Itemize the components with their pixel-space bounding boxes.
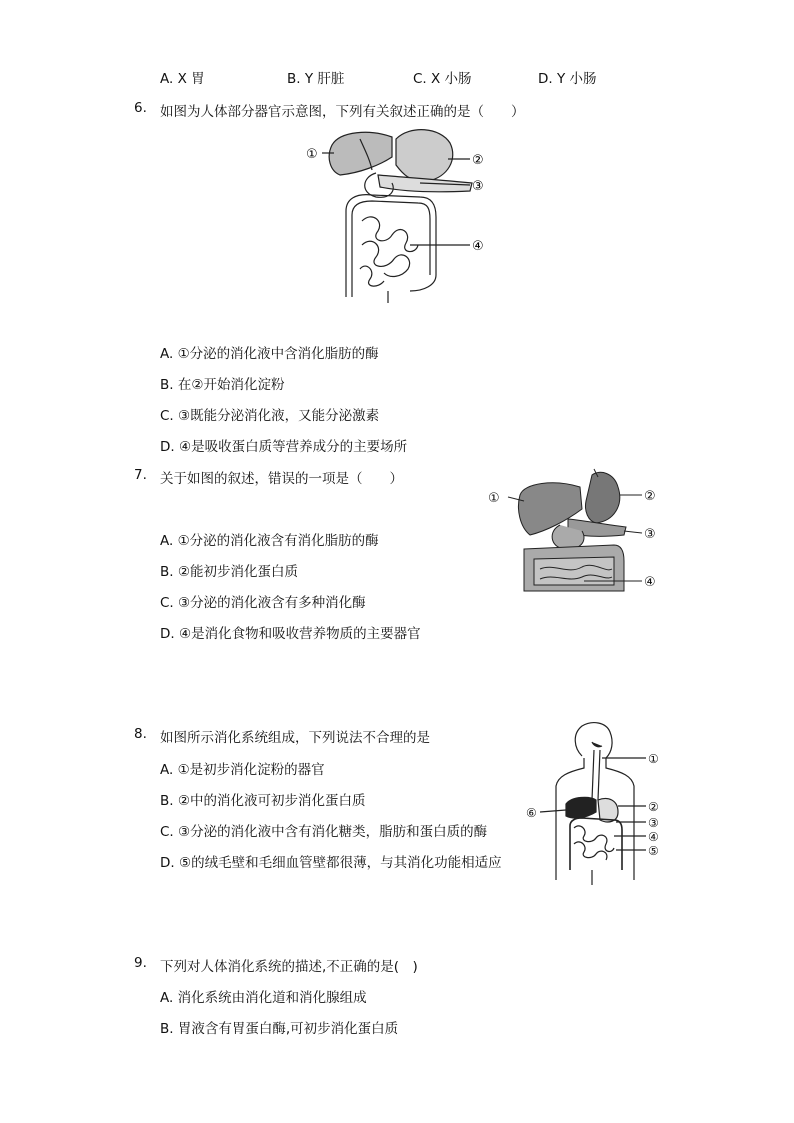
digestive-organs-figure-q6	[300, 125, 500, 303]
figure-label-2: ②	[648, 800, 659, 814]
q8-option-c[interactable]: C. ③分泌的消化液中含有消化糖类，脂肪和蛋白质的酶	[160, 824, 488, 840]
figure-label-5: ⑤	[648, 844, 659, 858]
figure-label-2: ②	[644, 489, 656, 504]
question-stem: 如图为人体部分器官示意图，下列有关叙述正确的是（ ）	[160, 104, 525, 120]
question-stem: 下列对人体消化系统的描述,不正确的是( )	[160, 959, 418, 975]
figure-label-6: ⑥	[526, 806, 537, 820]
question-stem: 如图所示消化系统组成，下列说法不合理的是	[160, 730, 430, 746]
figure-label-1: ①	[488, 491, 500, 506]
figure-label-3: ③	[644, 527, 656, 542]
question-stem: 关于如图的叙述，错误的一项是（ ）	[160, 471, 403, 487]
q9-option-a[interactable]: A. 消化系统由消化道和消化腺组成	[160, 990, 367, 1006]
q5-option-c[interactable]: C. X 小肠	[413, 71, 472, 87]
q5-option-d[interactable]: D. Y 小肠	[538, 71, 597, 87]
q6-option-c[interactable]: C. ③既能分泌消化液，又能分泌激素	[160, 408, 380, 424]
q7-option-c[interactable]: C. ③分泌的消化液含有多种消化酶	[160, 595, 366, 611]
figure-label-3: ③	[648, 816, 659, 830]
figure-label-2: ②	[472, 153, 484, 168]
figure-label-3: ③	[472, 179, 484, 194]
figure-label-1: ①	[648, 752, 659, 766]
q5-option-a[interactable]: A. X 胃	[160, 71, 205, 87]
q7-option-a[interactable]: A. ①分泌的消化液含有消化脂肪的酶	[160, 533, 379, 549]
q5-option-b[interactable]: B. Y 肝脏	[287, 71, 345, 87]
question-number: 8.	[134, 726, 147, 742]
figure-label-1: ①	[306, 147, 318, 162]
question-number: 6.	[134, 100, 147, 116]
digestive-organs-figure-q7	[484, 465, 664, 595]
question-number: 9.	[134, 955, 147, 971]
q8-option-a[interactable]: A. ①是初步消化淀粉的器官	[160, 762, 325, 778]
digestive-system-body-figure-q8	[522, 720, 668, 885]
q8-option-d[interactable]: D. ⑤的绒毛壁和毛细血管壁都很薄，与其消化功能相适应	[160, 855, 502, 871]
q8-option-b[interactable]: B. ②中的消化液可初步消化蛋白质	[160, 793, 366, 809]
question-number: 7.	[134, 467, 147, 483]
q6-option-b[interactable]: B. 在②开始消化淀粉	[160, 377, 285, 393]
q6-option-a[interactable]: A. ①分泌的消化液中含消化脂肪的酶	[160, 346, 379, 362]
figure-label-4: ④	[648, 830, 659, 844]
q9-option-b[interactable]: B. 胃液含有胃蛋白酶,可初步消化蛋白质	[160, 1021, 399, 1037]
q7-option-d[interactable]: D. ④是消化食物和吸收营养物质的主要器官	[160, 626, 421, 642]
q6-option-d[interactable]: D. ④是吸收蛋白质等营养成分的主要场所	[160, 439, 408, 455]
q7-option-b[interactable]: B. ②能初步消化蛋白质	[160, 564, 298, 580]
figure-label-4: ④	[472, 239, 484, 254]
figure-label-4: ④	[644, 575, 656, 590]
